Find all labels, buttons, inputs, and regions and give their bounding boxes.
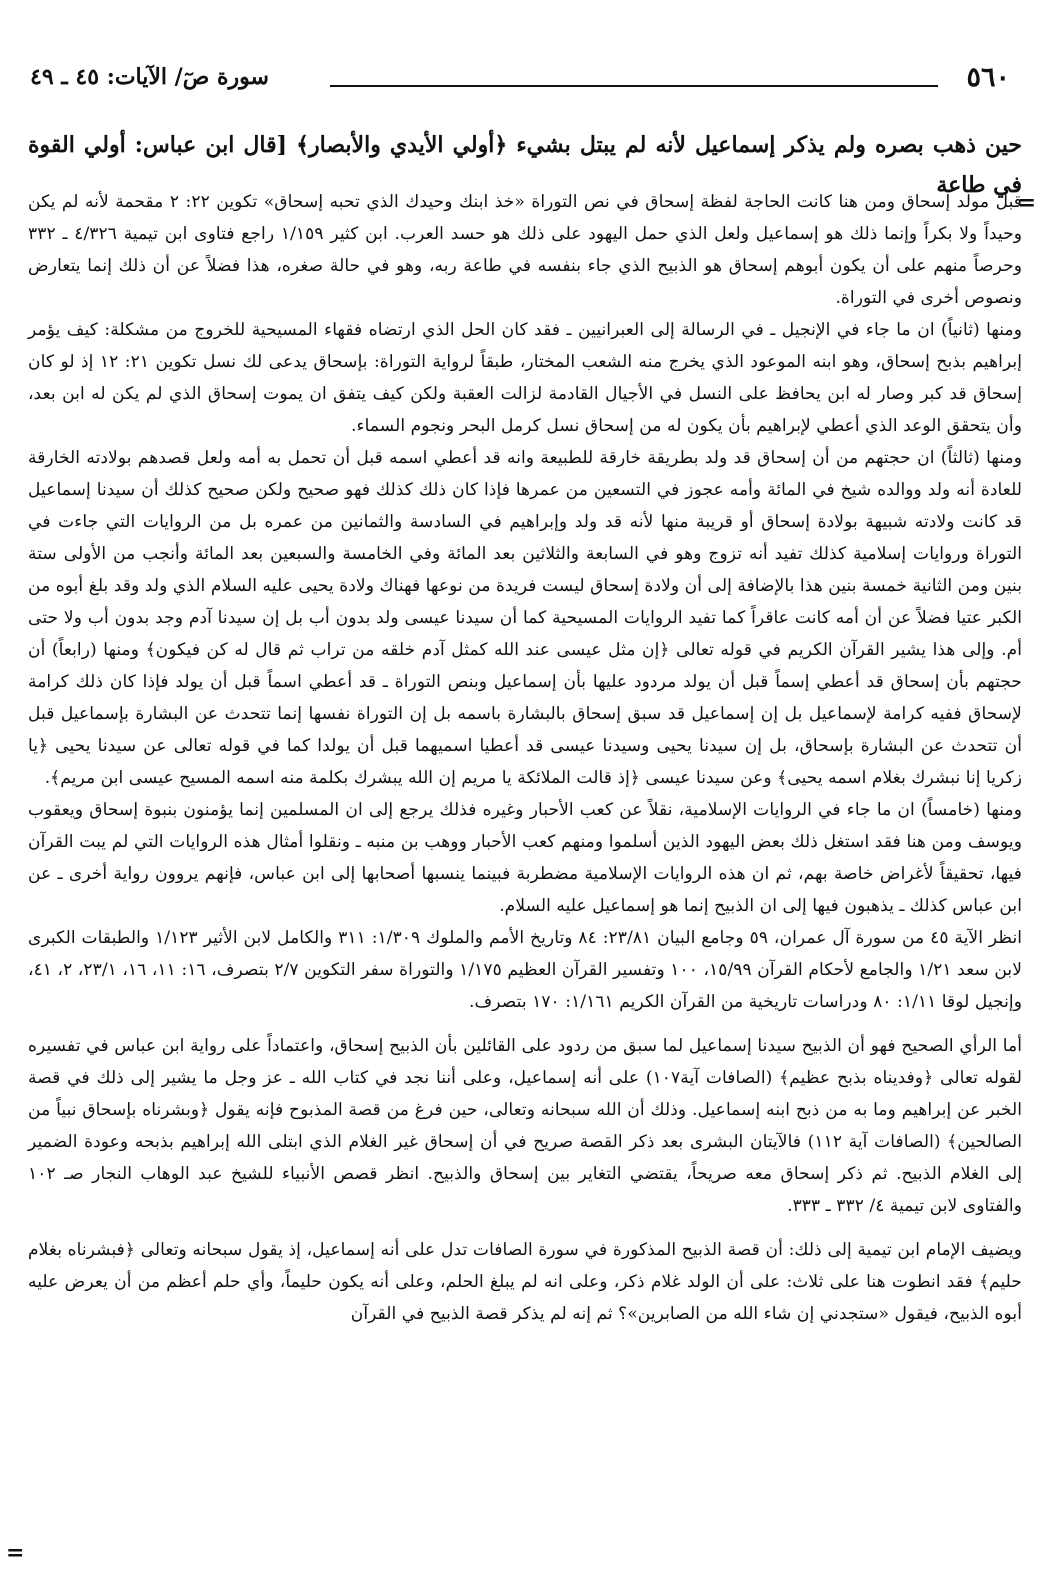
- footnotes: [28, 186, 1022, 1330]
- footnote-paragraph: أما الرأي الصحيح فهو أن الذبيح سيدنا إسماعيل لما سبق من ردود على القائلين بأن الذبيح إسحاق، واعتماداً على رواية ابن عباس في تفسيره لقوله تعالى ﴿وفديناه بذبح عظيم﴾ (الصافات آية١٠٧) على أنه إسماعيل، وعلى أننا نجد في كتاب الله ـ عز وجل ما يشير إلى ذلك في قصة الخبر عن إبراهيم وما به من ذبح ابنه إسماعيل. وذلك أن الله سبحانه وتعالى، حين فرغ من قصة المذبوح فإنه يقول ﴿وبشرناه بإسحاق نبياً من الصالحين﴾ (الصافات آية ١١٢) فالآيتان البشرى بعد ذكر القصة صريح في أن إسحاق غير الغلام الذي ابتلى الله إبراهيم بذبحه وعودة الضمير إلى الغلام الذبيح. ثم ذكر إسحاق معه صريحاً، يقتضي التغاير بين إسحاق والذبيح. انظر قصص الأنبياء للشيخ عبد الوهاب النجار صـ ١٠٢ والفتاوى لابن تيمية ٤/ ٣٣٢ ـ ٣٣٣.: [28, 1036, 1023, 1216]
- continuation-mark-start: =: [1017, 190, 1036, 216]
- footnote-paragraph: انظر الآية ٤٥ من سورة آل عمران، ٥٩ وجامع البيان ٢٣/٨١: ٨٤ وتاريخ الأمم والملوك ١/٣٠٩: ٣١١ والكامل لابن الأثير ١/١٢٣ والطبقات الكبرى لابن سعد ١/٢١ والجامع لأحكام القرآن ١٥/٩٩، ١٠٠ وتفسير القرآن العظيم ١/١٧٥ والتوراة سفر التكوين ٢/٧ بتصرف، ١٦: ١١، ١٦، ٢٣/١، ٢، ٤١، وإنجيل لوقا ١/١١: ٨٠ ودراسات تاريخية من القرآن الكريم ١/١٦١: ١٧٠ بتصرف.: [28, 928, 1023, 1012]
- footnote-paragraph: ومنها (خامساً) ان ما جاء في الروايات الإسلامية، نقلاً عن كعب الأحبار وغيره فذلك يرجع إلى ان المسلمين إنما يؤمنون بنبوة إسحاق ويعقوب ويوسف ومن هنا فقد استغل ذلك بعض اليهود الذين أسلموا ومنهم كعب الأحبار ووهب بن منبه ـ ونقلوا أمثال هذه الروايات التي لم يبت القرآن فيها، تحقيقاً لأغراض خاصة بهم، ثم ان هذه الروايات الإسلامية مضطربة فبينما ينسبها أصحابها إلى ابن عباس، فإنهم يروون رواية أخرى ـ عن ابن عباس كذلك ـ يذهبون فيها إلى ان الذبيح إنما هو إسماعيل عليه السلام.: [28, 800, 1022, 916]
- continuation-mark-end: =: [6, 1540, 25, 1566]
- page-number: ٥٦٠: [966, 62, 1010, 93]
- page-header: [30, 62, 1010, 96]
- footnote-paragraph: ومنها (ثانياً) ان ما جاء في الإنجيل ـ في الرسالة إلى العبرانيين ـ فقد كان الحل الذي ارتضاه فقهاء المسيحية للخروج من مشكلة: كيف يؤمر إبراهيم بذبح إسحاق، وهو ابنه الموعود الذي يخرج منه الشعب المختار، طبقاً لرواية التوراة: بإسحاق يدعى لك نسل تكوين ٢١: ١٢ إذ لو كان إسحاق قد كبر وصار له ابن يحافظ على النسل في الأجيال القادمة لزالت العقبة ولكن كيف يتفق ان يموت إسحاق الذي لم يكن له ابن بعد، وأن يتحقق الوعد الذي أعطي لإبراهيم بأن يكون له من إسحاق نسل كرمل البحر ونجوم السماء.: [28, 320, 1022, 436]
- main-text-line: حين ذهب بصره ولم يذكر إسماعيل لأنه لم يبتل بشيء ﴿أولي الأيدي والأبصار﴾ [قال ابن عباس: أولي القوة في طاعة: [28, 132, 1022, 198]
- footnote-paragraph: ويضيف الإمام ابن تيمية إلى ذلك: أن قصة الذبيح المذكورة في سورة الصافات تدل على أنه إسماعيل، إذ يقول سبحانه وتعالى ﴿فبشرناه بغلام حليم﴾ فقد انطوت هنا على ثلاث: على أن الولد غلام ذكر، وعلى انه لم يبلغ الحلم، وعلى أنه يكون حليماً، وأي حلم أعظم من أن يعرض عليه أبوه الذبيح، فيقول «ستجدني إن شاء الله من الصابرين»؟ ثم إنه لم يذكر قصة الذبيح في القرآن: [28, 1240, 1022, 1324]
- header-rule: [330, 85, 938, 87]
- footnote-paragraph: قبل مولد إسحاق ومن هنا كانت الحاجة لفظة إسحاق في نص التوراة «خذ ابنك وحيدك الذي تحبه إسحاق» تكوين ٢٢: ٢ مقحمة لأنه لم يكن وحيداً ولا بكراً وإنما ذلك هو إسماعيل ولعل الذي حمل اليهود على ذلك هو حسد العرب. ابن كثير ١/١٥٩ راجع فتاوى ابن تيمية ٤/٣٢٦ ـ ٣٣٢ وحرصاً منهم على أن يكون أبوهم إسحاق هو الذبيح الذي جاء بنفسه في طاعة ربه، وهو في حالة صغره، هذا فضلاً عن أن ذلك إنما يتعارض ونصوص أخرى في التوراة.: [28, 192, 1023, 308]
- footnote-paragraph: ومنها (ثالثاً) ان حجتهم من أن إسحاق قد ولد بطريقة خارقة للطبيعة وانه قد أعطي اسمه قبل أن تحمل به أمه ولعل قصدهم بولادته الخارقة للعادة أنه ولد ووالده شيخ في المائة وأمه عجوز في التسعين من عمرها فإذا كان ذلك كذلك فهو صحيح ولكن صحيح كذلك أن سيدنا إسماعيل قد كانت ولادته شبيهة بولادة إسحاق أو قريبة منها لأنه قد ولد وإبراهيم في السادسة والثمانين من عمره بل من الروايات التي جاءت في التوراة وروايات إسلامية كذلك تفيد أنه تزوج وهو في السابعة والثلاثين بعد المائة وفي الخامسة والسبعين بعد المائة وأنجب من الأولى ستة بنين ومن الثانية خمسة بنين هذا بالإضافة إلى أن ولادة إسحاق ليست فريدة من نوعها فهناك ولادة يحيى عليه السلام الذي ولد وقد بلغ أبوه من الكبر عتيا فضلاً عن أن أمه كانت عاقراً كما تفيد الروايات المسيحية كما أن سيدنا عيسى ولد بدون أب بل إن سيدنا آدم وجد بدون أب ولا حتى أم. وإلى هذا يشير القرآن الكريم في قوله تعالى ﴿إن مثل عيسى عند الله كمثل آدم خلقه من تراب ثم قال له كن فيكون﴾ ومنها (رابعاً) أن حجتهم بأن إسحاق قد أعطي إسماً قبل أن يولد مردود عليها بأن إسماعيل وبنص التوراة ـ قد أعطي اسماً قبل أن يولد فإذا كان ذلك كرامة لإسحاق ففيه كرامة لإسماعيل بل إن إسماعيل قد سبق إسحاق بالبشارة باسمه بل إن التوراة نفسها إنما تتحدث عن البشارة بإسماعيل قبل أن تتحدث عن البشارة بإسحاق، بل إن سيدنا يحيى وسيدنا عيسى قد أعطيا اسميهما قبل أن يولدا كما في قوله تعالى عن سيدنا يحيى ﴿يا زكريا إنا نبشرك بغلام اسمه يحيى﴾ وعن سيدنا عيسى ﴿إذ قالت الملائكة يا مريم إن الله يبشرك بكلمة منه اسمه المسيح عيسى ابن مريم﴾.: [28, 448, 1022, 788]
- surah-reference: سورة صٓ/ الآيات: ٤٥ ـ ٤٩: [30, 64, 269, 90]
